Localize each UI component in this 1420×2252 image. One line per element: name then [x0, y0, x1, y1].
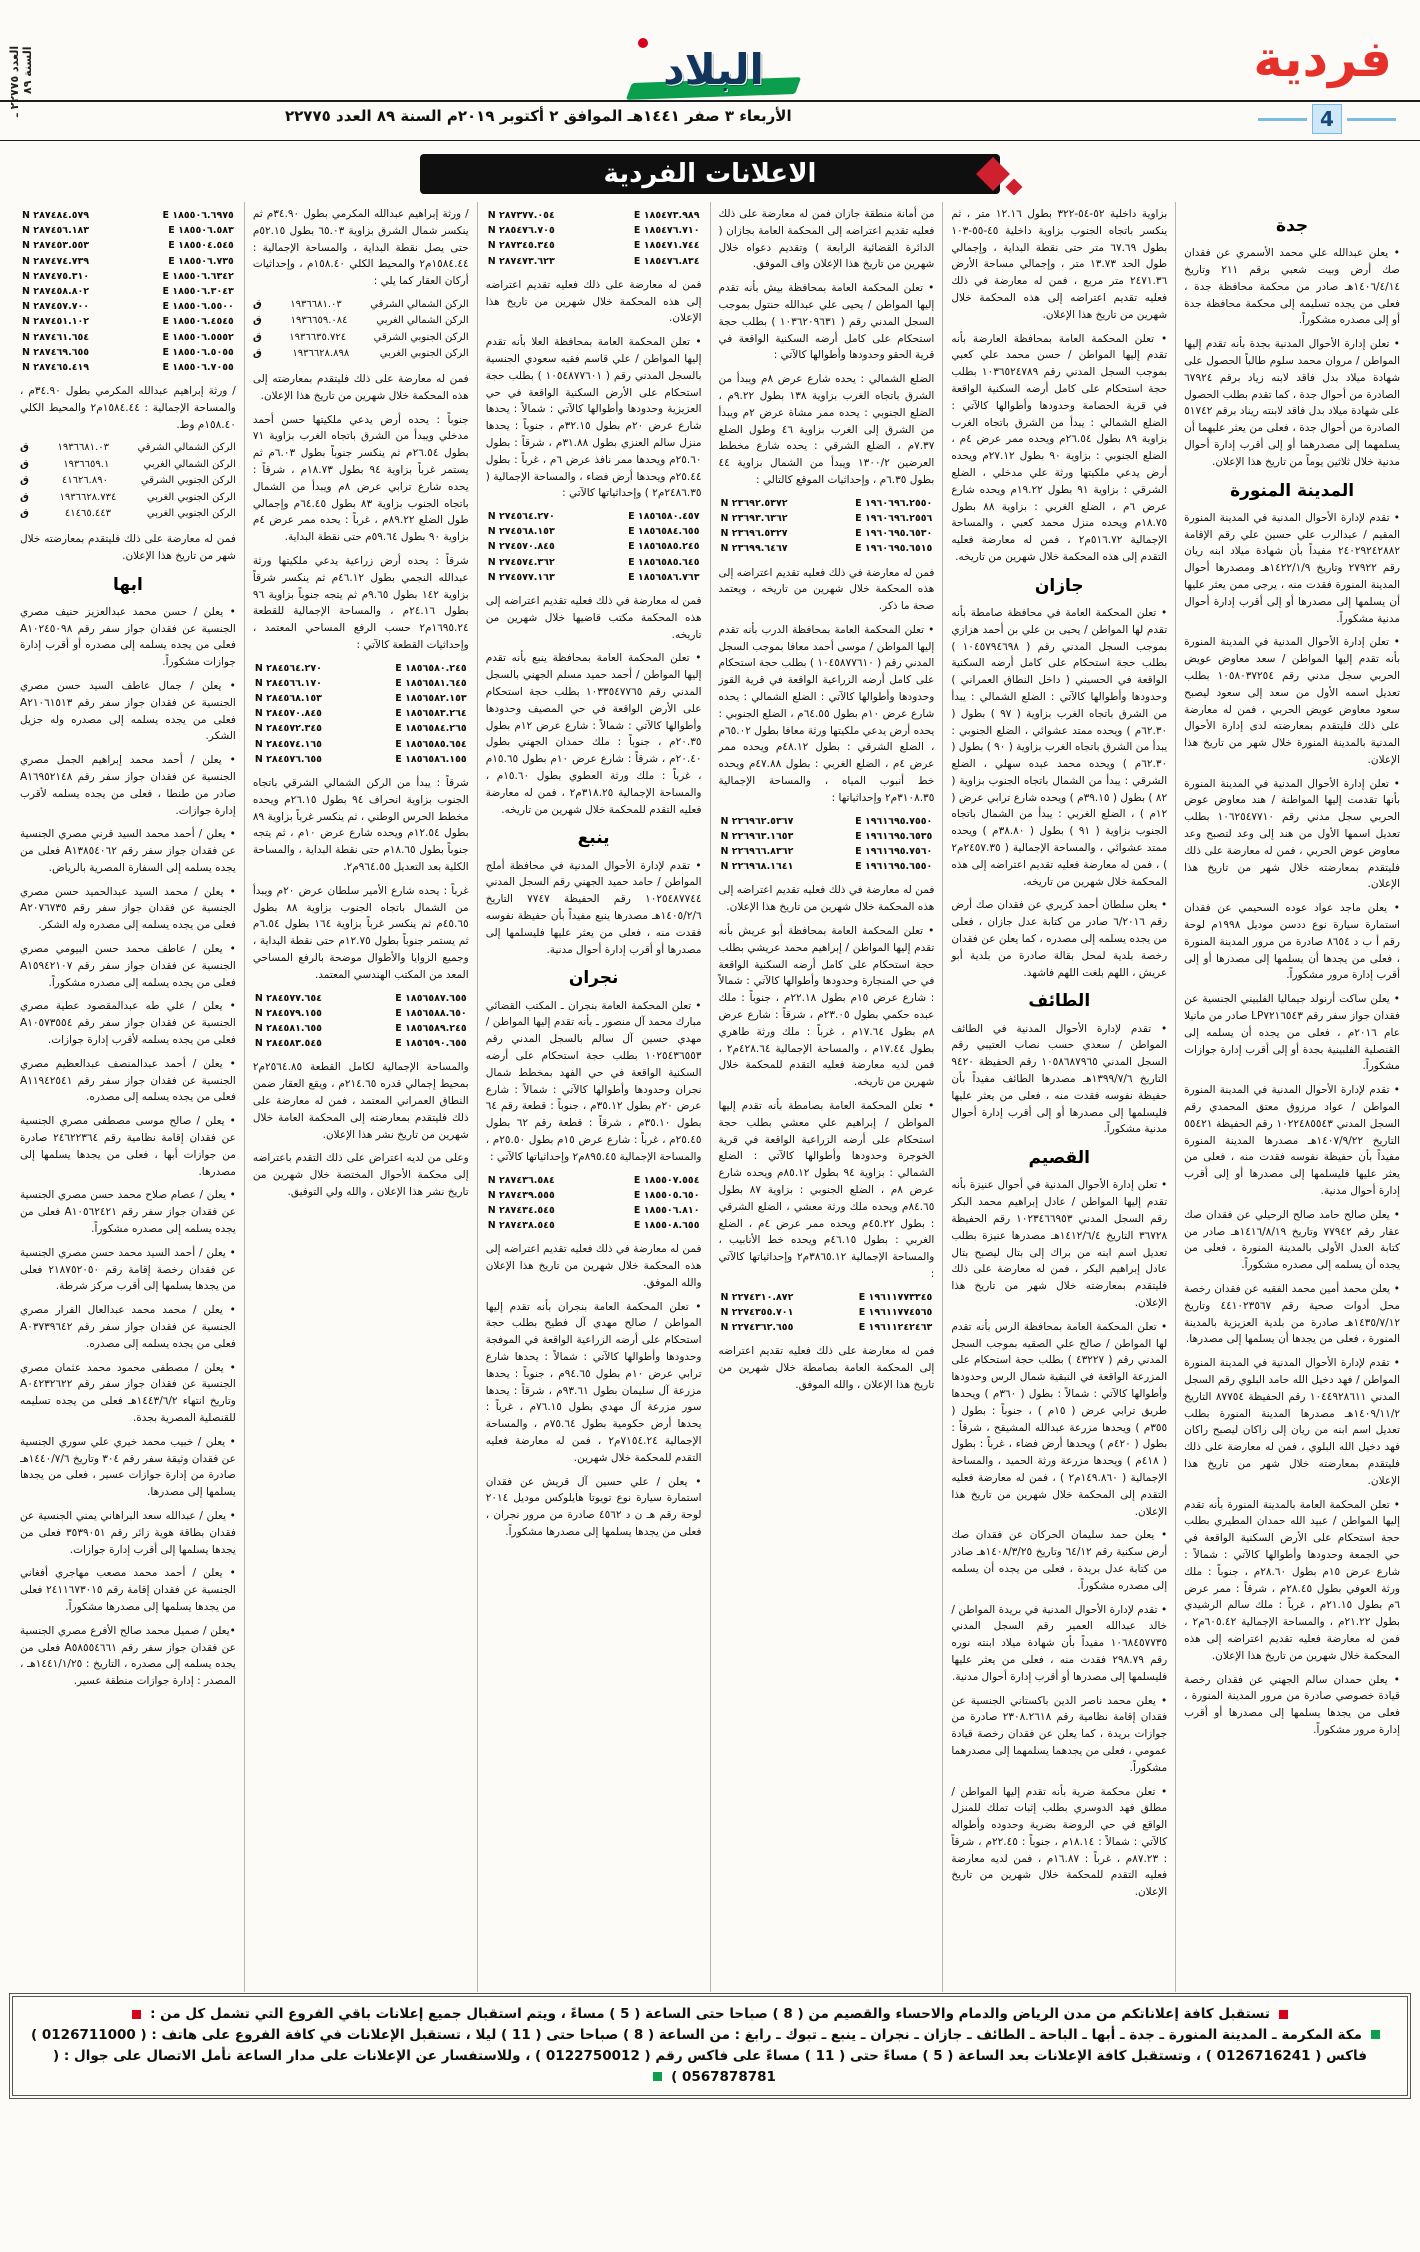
ad-paragraph: • تعلن المحكمة العامة بنجران ـ المكتب القضائي مبارك محمد آل منصور ـ بأنه تقدم إليها المواطن / مهدي حسين آل سالم بالسجل المدني رقم ١٠٢٥٤٣٦٥٥٣ بطلب حجة استحكام على أرضه السكنية الواقعة في حي الفهد بمخطط شمال نجران وحدودها وأطوالها كالآتي : شمالاً : شارع عرض ٢٠م بطول ٣٥.١٢م ، جنوباً : قطعة رقم ٦٤ بطول ٣٥.١٠م ، شرقاً : قطعة رقم ٦٢ بطول ٢٥.٤٥م ، غرباً : شارع عرض ١٥م بطول ٢٥.٥٠م ، والمساحة الإجمالية ٨٩٥.٤٥م٢ وإحداثياتها كالآتي : [485, 999, 702, 1163]
column-2 [942, 202, 1175, 1992]
coordinate-row: N ٢٨٧٤٣٤.٥٤٥ E ١٨٥٥٠٦.٨١٠ [487, 1204, 700, 1216]
issue-vertical-text: العدد ٢٢٧٧٥ ـ السنة ٨٩ [8, 46, 34, 118]
ad-paragraph: • يعلن حمد سليمان الحركان عن فقدان صك أرض سكنية رقم ٦٤/١٢ وتاريخ ١٤٠٨/٣/٢٥هـ صادر من كتابة عدل بريدة ، فعلى من يجده أن يسلمه إلى مصدره مشكوراً. [951, 1529, 1168, 1592]
masthead [0, 0, 1420, 148]
ad-paragraph: • تقدم لإدارة الأحوال المدنية في محافظة أملج المواطن / حامد حميد الجهني رقم السجل المدني ١٠٢٥٤٨٧٧٤٤ رقم الحفيظة ٧٧٤٧ التاريخ ١٤٠٥/٢/٦هـ مصدرها ينبع مفيداً بأن حفيظة نفوسه فقدت منه ، فعلى من يعثر عليها فليسلمها إلى مصدرها أو أقرب إدارة أحوال مدنية. [485, 859, 702, 956]
coordinate-row: N ٢٨٤٥٧٧.٦٥٤ E ١٨٥٦٥٨٧.٦٥٥ [254, 992, 467, 1004]
coordinate-row: N ٢٢٦٩٦٢.٥٣٦٧ E ١٩٦١٦٩٥.٧٥٥٠ [720, 815, 933, 827]
ad-paragraph: • تقدم لإدارة الأحوال المدنية في المدينة المنورة المقيم / عبدالرب علي حسين علي رقم الإقامة ٢٤٠٢٩٢٤٢٨٨٢ مفيداً بأن شهادة ميلاد ابنه ريان رقم ٢٧٩٢٢ وتاريخ ١٤٢٢/١/٩هـ ومصدرها أحوال المدينة المنورة فقدت منه ، يرجى ممن يعثر عليها أن يسلمها إلى مصدرها أو إلى أقرب إدارة أحوال مدنية مشكوراً. [1184, 511, 1400, 625]
ad-paragraph: • تعلن المحكمة العامة بمحافظة العلا بأنه تقدم إليها المواطن / علي قاسم فقيه سعودي الجنسية بالسجل المدني رقم ( ١٠٥٤٨٧٧٦٠١ ) بطلب حجة استحكام على الأرض السكنية الواقعة في حي العزيزية وحدودها وأطوالها كالآتي : شمالاً : يحدها شارع عرض ٢٠م بطول ٣٢.١٥م ، جنوباً : يحدها منزل سالم العنزي بطول ٣١.٨٨م ، شرقاً : بطول ٢٥.٦٠م ويحدها ممر نافذ عرض ٦م ، غرباً : بطول ٢٥.٤٤م ويحدها أرض فضاء ، والمساحة الإجمالية ( ٢٤٨٦.٣٥م٢ ) وإحداثياتها كالآتي : [485, 336, 702, 500]
corner-row: الركن الجنوبي الشرقي ٤١٦٢٦.٨٩٠ ق [20, 475, 236, 487]
ad-paragraph: • تعلن إدارة الأحوال المدنية في المدينة المنورة بأنه تقدم إليها المواطن / سعد معاوض عويض الحربي سجل مدني رقم ١٠٥٨٠٣٧٢٥٤ بطلب تعديل اسمه الأول من سعد إلى سعود ليصبح سعود معاوض عويض الحربي ، فمن له معارضة على ذلك فليتقدم بمعارضته لدى إدارة الأحوال المدنية بالمدينة المنورة خلال شهر من تاريخ هذا الإعلان. [1184, 636, 1400, 766]
coordinates-list [253, 661, 469, 767]
section-label: فردية [1253, 30, 1392, 88]
ad-paragraph: • يعلن محمد أمين محمد الفقيه عن فقدان رخصة محل أدوات صحية رقم ٤٤١٠٢٣٥٦٧ وتاريخ ١٤٣٥/٧/١٢هـ صادرة من بلدية العزيزية بالمدينة المنورة ، فعلى من يجدها أن يسلمها إلى مصدرها. [1184, 1283, 1400, 1346]
ad-paragraph: • تقدم لإدارة الأحوال المدنية في المدينة المنورة المواطن / فهد دخيل الله حامد البلوي رقم السجل المدني ١٠٤٤٩٢٨٦١١ رقم الحفيظة ٨٧٧٥٤ التاريخ ١٤٠٩/١١/٢هـ مصدرها المدينة المنورة بطلب تعديل اسم ابنه من ريان إلى راكان ليصبح راكان فهد دخيل الله البلوي ، فمن له معارضة على ذلك فليتقدم بمعارضته خلال شهر من تاريخ هذا الإعلان. [1184, 1357, 1400, 1487]
ad-paragraph: • يعلن / حسن محمد عبدالعزيز حنيف مصري الجنسية عن فقدان جواز سفر رقم A١٠٢٤٥٠٩٨ فعلى من يجده يسلمه إلى مصدره أو أقرب إدارة جوازات مشكوراً. [20, 605, 236, 669]
green-square-icon [1371, 2030, 1380, 2039]
coordinate-row: N ٢٨٤٥٧٢.٣٤٥ E ١٨٥٦٥٨٤.٢٦٥ [254, 723, 467, 735]
ad-paragraph: فمن له معارضة في ذلك فعليه تقديم اعتراضه إلى هذه المحكمة خلال شهرين من تاريخ هذا الإعلان والله الموفق. [485, 1243, 702, 1289]
ad-paragraph: • تقدم لإدارة الأحوال المدنية في المدينة المنورة المواطن / عواد مرزوق معتق المحمدي رقم السجل المدني ١٠٢٢٤٨٥٥٤٣ رقم الحفيظة ٥٥٤٢١ التاريخ ١٤٠٧/٩/٢٢هـ مصدرها المدينة المنورة مفيداً بأن حفيظة نفوسه فقدت منه ، فعلى من يعثر عليها فليسلمها إلى مصدرها أو إلى أقرب إدارة أحوال مدنية. [1184, 1084, 1400, 1198]
logo-dot-icon [638, 38, 648, 48]
coordinate-row: N ٢٨٧٤٦٩.٦٥٥ E ١٨٥٥٠٦.٥٠٥٥ [22, 346, 234, 358]
ad-paragraph: شرقاً : يبدأ من الركن الشمالي الشرقي باتجاه الجنوب بزاوية انحراف ٩٤ بطول ٢٦.١٥م ويحده مخطط الحرس الوطني ، ثم ينكسر غرباً بزاوية ٨٩ بطول ١٢.٥٤م ويحده شارع عرض ١٠م ، ثم يتجه جنوباً بطول ١٨.٦٥م حتى نقطة البداية ، والمساحة الكلية بعد التعديل ٩٦٤.٥٥م٢. [252, 777, 469, 874]
corner-row: الركن الشمالي الشرقي ١٩٣٦٦٨١.٠٣ ق [20, 442, 236, 454]
coordinate-row: N ٢٣٦٩٩.٦٤٦٧ E ١٩٦٠٦٩٥.٦٥١٥ [720, 543, 933, 555]
corner-row: الركن الشمالي الغربي ١٩٣٦٦٥٩.١ ق [20, 458, 236, 470]
ad-paragraph: • تعلن المحكمة العامة بمحافظة أبو عريش بأنه تقدم إليها المواطن / إبراهيم محمد عريشي بطلب حجة استحكام على كامل أرضه السكنية الواقعة في حي المنجارة وحدودها وأطوالها كالآتي : شمالاً : شارع عرض ١٥م بطول ٢٢.١٨م ، جنوباً : ملك عبده حكمي بطول ٢٣.٠٥م ، شرقاً : شارع عرض ٨م بطول ١٧.٦٤م ، غرباً : ملك ورثة طاهري بطول ١٧.٤٤م ، والمساحة الإجمالية ٤٢٨.٦٤م٢ ، فمن لديه معارضة فعليه التقدم للمحكمة خلال شهرين من تاريخه. [718, 925, 935, 1089]
coordinate-row: N ٢٨٧٤٥٧.٧٠٠ E ١٨٥٥٠٦.٥٥٠٠ [22, 301, 234, 313]
ad-paragraph: • يعلن / علي حسين آل قريش عن فقدان استمارة سيارة نوع تويوتا هايلوكس موديل ٢٠١٤ لوحة رقم هـ ن د ٤٥٦٢ صادرة من مرور نجران ، فعلى من يجدها يسلمها إلى مصدرها مشكوراً. [485, 1475, 702, 1539]
coordinate-row: N ٢٨٧٤٦١.٦٥٤ E ١٨٥٥٠٦.٥٥٥٢ [22, 331, 234, 343]
columns [0, 202, 1420, 1992]
section-heading: جازان [1034, 575, 1084, 596]
corner-row: الركن الشمالي الشرقي ١٩٣٦٦٨١.٠٣ ق [252, 298, 469, 310]
ad-paragraph: • يعلن محمد ناصر الدين باكستاني الجنسية عن فقدان إقامة نظامية رقم ٢٣٠٨.٢٦١٨ صادرة من جوازات بريدة ، كما يعلن عن فقدان رخصة قيادة عمومي ، فعلى من يجدهما يسلمهما إلى مصدرهما مشكوراً. [951, 1694, 1168, 1774]
banner-row [0, 148, 1420, 200]
ad-paragraph: • يعلن صالح حامد صالح الرحيلي عن فقدان صك عقار رقم ٧٧٩٤٢ وتاريخ ١٤١٦/٨/١٩هـ صادر من كتابة العدل الأولى بالمدينة المنورة ، فعلى من يجده أن يسلمه إلى مصدره مشكوراً. [1184, 1208, 1400, 1272]
ad-paragraph: • تعلن المحكمة العامة بمحافظة الدرب بأنه تقدم إليها المواطن / موسى أحمد معافا بموجب السجل المدني رقم ( ١٠٤٥٨٧٧٦١٠ ) بطلب حجة استحكام على كامل أرضه الزراعية الواقعة في قرية القوز وحدودها وأطوالها كالآتي : الضلع الشمالي : يحده شارع عرض ١٠م بطول ٦٤.٥٥م ، الضلع الجنوبي : يحده أرض يدعي ملكيتها ورثة معافا بطول ٦٥.٠٢م ، الضلع الشرقي : بطول ٤٨.١٢م ويحده ممر عرض ٤م ، الضلع الغربي : بطول ٤٧.٨٨م ويحده خط أنبوب المياه ، والمساحة الإجمالية ٣١٠٨.٣٥م٢ وإحداثياتها : [718, 623, 935, 804]
ad-paragraph: • يعلن / خبيب محمد خيري علي سوري الجنسية عن فقدان وثيقة سفر رقم ٣٠٤ وتاريخ ١٤٤٠/٧/٦هـ صادرة من إدارة جوازات عسير ، فعلى من يجدها يسلمها إلى مصدرها. [20, 1435, 236, 1499]
corner-row: الركن الجنوبي الغربي ٤١٤٦٥.٤٤٣ ق [20, 508, 236, 520]
ad-paragraph: فمن له معارضة على ذلك فعليه تقديم اعتراضه إلى هذه المحكمة خلال شهرين من تاريخ هذا الإعلان. [485, 278, 702, 325]
ad-paragraph: • يعلن / أحمد محمد إبراهيم الجمل مصري الجنسية عن فقدان جواز سفر رقم A١٦٩٥٢١٤٨ صادر من طنطا ، فعلى من يجده يسلمه لأقرب إدارة جوازات. [20, 754, 236, 817]
coordinate-row: N ٢٣٦٩٦.٥٣٢٧ E ١٩٦٠٦٩٥.٦٥٣٠ [720, 528, 933, 540]
ad-paragraph: غرباً : يحده شارع الأمير سلطان عرض ٢٠م ويبدأ من الشمال باتجاه الجنوب بزاوية ٨٨ بطول ٤٥.٦٥م ثم ينكسر غرباً بزاوية ١٦٤ بطول ٦.٥٤م ثم يستمر جنوباً بطول ١٢.٧٥م حتى نقطة البداية ، وجميع الزوايا والأطوال موضحة بالرفع المساحي المعد من المكتب الهندسي المعتمد. [252, 884, 469, 981]
ad-paragraph: • يعلن / محمد محمد عبدالعال الفرار مصري الجنسية عن فقدان جواز سفر رقم A٠٣٧٣٩٦٤٢ فعلى من يجده يسلمه إلى مصدره. [20, 1304, 236, 1350]
coordinate-row: N ٢٨٧٤٥٨.٨٠٢ E ١٨٥٥٠٦.٣٠٤٣ [22, 285, 234, 297]
section-banner [420, 154, 1000, 194]
coordinate-row: N ٢٨٧٤٥٦.١٨٣ E ١٨٥٥٠٦.٥٨٣ [22, 225, 234, 237]
coordinate-row: N ٢٨٧٤٣٦.٥٨٤ E ١٨٥٥٠٧.٥٥٤ [487, 1174, 700, 1186]
ad-paragraph: • يعلن / أحمد السيد محمد حسن مصري الجنسية عن فقدان رخصة إقامة رقم ٢١٨٧٥٢٠٥٠ فعلى من يجدها يسلمها إلى أقرب مركز شرطة. [20, 1246, 236, 1293]
ad-paragraph: • تعلن المحكمة العامة في محافظة صامطة بأنه تقدم لها المواطن / يحيى بن علي بن أحمد هزازي بموجب السجل المدني رقم ( ١٠٤٥٧٩٤٦٩٨ ) بطلب حجة استحكام على كامل أرضه السكنية الواقعة في الحسيني ( داخل النطاق العمراني ) وحدودها وأطوالها كالآتي : الضلع الشمالي : يبدأ من الشرق باتجاه الغرب بزاوية ( ٩٧ ) بطول ( ٦٢.٣٠م ) ويحده ممتد عشوائي ، الضلع الجنوبي : يبدأ من الشرق باتجاه الغرب بزاوية ( ٩٠ ) بطول ( ٦٢.٣٠م ) ويحده محمد عبده سهلي ، الضلع الشرقي : يبدأ من الشمال باتجاه الجنوب بزاوية ( ٨٢ ) بطول ( ٣٩.١٥م ) ويحده شارع ترابي عرض ( ١٢م ) ، الضلع الغربي : يبدأ من الشمال باتجاه الجنوب بزاوية ( ٩١ ) بطول ( ٣٨.٨٠م ) ويحده ممتد عشوائي ، والمساحة الإجمالية ( ٢٤٥٧.٣٥م٢ ) ، فمن له معارضة فعليه تقديم اعتراضه إلى هذه المحكمة خلال شهرين من تاريخه. [951, 606, 1168, 888]
coordinate-row: N ٢٧٤٥٧٤.٣٦٢ E ١٨٥٦٥٨٥.٦٤٥ [487, 556, 700, 568]
red-square-icon [1279, 2010, 1288, 2019]
coordinate-row: N ٢٧٤٥٧٠.٨٤٥ E ١٨٥٦٥٨٥.٢٤٥ [487, 541, 700, 553]
ad-paragraph: • يعلن عبدالله علي محمد الأسمري عن فقدان صك أرض وبيت شعبي برقم ٢١١ وتاريخ ١٤٠٦/٤/١٤هـ صادر من محكمة محافظة جدة ، فعلى من يجده تسليمه إلى محكمة محافظة جدة أو إلى مصدره مشكوراً. [1184, 247, 1400, 327]
coordinate-row: N ٢٨٧٤٣٩.٥٥٥ E ١٨٥٥٠٥.٦٥٠ [487, 1189, 700, 1201]
footer-text-1: تستقبل كافة إعلاناتكم من مدن الرياض والدمام والاحساء والقصيم من ( 8 ) صباحا حتى الساعة ( 5 ) مساءً ، ويتم استقبال جميع إعلانات باقي الفروع التي تشمل كل من : [150, 2006, 1270, 2022]
ad-paragraph: • تقدم لإدارة الأحوال المدنية في الطائف المواطن / سعدي حسب نصاب العتيبي رقم السجل المدني ١٠٥٨٦٨٧٩٦٥ رقم الحفيظة ٩٤٢٠ التاريخ ١٣٩٩/٧/٦هـ مصدرها الطائف مفيداً بأن حفيظة نفوسه فقدت منه ، فعلى من يعثر عليها فليسلمها إلى مصدرها أو إلى أقرب إدارة أحوال مدنية مشكوراً. [951, 1022, 1168, 1136]
coordinate-row: N ٢٧٤٥٧٧.١٦٣ E ١٨٥٦٥٨٦.٧٦٣ [487, 571, 700, 583]
section-heading: جدة [1276, 216, 1309, 236]
newspaper-logo [626, 38, 801, 100]
ad-paragraph: • تعلن المحكمة العامة بمحافظة الرس بأنه تقدم لها المواطن / صالح علي الصقيه بموجب السجل المدني رقم ( ٤٣٢٢٧ ) بطلب حجة استحكام على المزرعة الواقعة في النبقية شمال الرس وحدودها وأطوالها كالآتي : شمالاً : بطول ( ٣٦٠م ) ويحدها طريق ترابي عرض ( ١٥م ) ، جنوباً : بطول ( ٣٥٥م ) ويحدها مزرعة عبدالله المشيقح ، شرقاً : بطول ( ٤٢٠م ) ويحدها أرض فضاء ، غرباً : بطول ( ٤١٨م ) ويحدها مزرعة ورثة الحميد ، والمساحة الإجمالية ( ١٤٩.٨٦٠م٢ ) ، فمن له معارضة فعليه التقدم إلى المحكمة خلال شهرين من تاريخ هذا الإعلان. [951, 1320, 1168, 1518]
ad-paragraph: بزاوية داخلية ٥٢-٥٤-٣٢٢ بطول ١٢.١٦ متر ، ثم ينكسر باتجاه الجنوب بزاوية داخلية ٤٥-٥٥-١٠٣ بطول ٦٧.٦٩ متر حتى نقطة البداية ، وإجمالي طول الحد ١٣.٧٣ متر ، وإجمالي مساحة الأرض ٢٤٧١.٣٦ متر مربع ، فمن له معارضة في ذلك فعليه تقديم اعتراضه إلى هذه المحكمة خلال شهرين من تاريخ هذا الإعلان. [951, 208, 1168, 321]
section-heading: نجران [568, 968, 619, 989]
corner-coordinates [253, 297, 469, 363]
coordinates-list [20, 208, 236, 375]
coordinates-list [253, 991, 469, 1052]
page-number-badge [1258, 104, 1396, 134]
masthead-rule-bottom [0, 140, 1420, 141]
coordinate-row: N ٢٨٧٤٨٤.٥٧٩ E ١٨٥٥٠٦.٦٩٧٥ [22, 210, 234, 221]
footer-line-2 [31, 2025, 1389, 2088]
ad-paragraph: • يعلن / أحمد محمد السيد قرني مصري الجنسية عن فقدان جواز سفر رقم A١٣٨٥٤٠٦٢ فعلى من يجده يسلمه إلى السفارة المصرية بالرياض. [20, 828, 236, 874]
section-heading: الطائف [1028, 991, 1091, 1012]
coordinate-row: N ٢٢٦٩٦٦.٨٣٦٢ E ١٩٦١٦٩٥.٧٥٦٠ [720, 846, 933, 858]
banner-diamond-small-icon [1006, 179, 1023, 196]
coordinate-row: N ٢٢٧٤٣٥٥.٧٠١ E ١٩٦١١٧٧٤٥٦٥ [720, 1306, 933, 1318]
section-heading: ينبع [577, 828, 610, 849]
ad-paragraph: • يعلن / عاطف محمد حسن البيومي مصري الجنسية عن فقدان جواز سفر رقم A١٥٩٤٢١٠٧ فعلى من يجده يسلمه إلى مصدره مشكوراً. [20, 943, 236, 989]
coordinate-row: N ٢٨٧٤٣٨.٥٤٥ E ١٨٥٥٠٨.٦٥٥ [487, 1220, 700, 1232]
coordinates-list [486, 208, 702, 269]
corner-row: الركن الشمالي الغربي ١٩٣٦٦٥٩.٠٨٤ ق [252, 315, 469, 327]
ad-paragraph: • يعلن / جمال عاطف السيد حسن مصري الجنسية عن فقدان جواز سفر رقم A٢١٠٦١٥١٣ فعلى من يجده يسلمه إلى مصدره وله جزيل الشكر. [20, 679, 236, 743]
coordinate-row: N ٢٧٤٥٦٨.١٥٣ E ١٨٥٦٥٨٤.٦٥٥ [487, 526, 700, 538]
ad-paragraph: • تعلن إدارة الأحوال المدنية بجدة بأنه تقدم إليها المواطن / مروان محمد سلوم طالباً الحصول على شهادة ميلاد بدل فاقد لابنه زياد برقم ٦٧٩٢٤ الصادرة من أحوال جدة ، كما تقدم بطلب الحصول على شهادة ميلاد بدل فاقد لابنته ريناد برقم ٥١٧٤٢ الصادرة من أحوال جدة ، فعلى من يعثر عليهما أن يسلمهما إلى مصدرهما أو إلى أقرب إدارة أحوال مدنية خلال ثلاثين يوماً من تاريخ هذا الإعلان. [1184, 338, 1400, 468]
ad-paragraph: فمن له معارضة في ذلك فعليه تقديم اعتراضه إلى هذه المحكمة مكتب قاضيها خلال شهرين من تاريخه. [485, 595, 702, 641]
ad-paragraph: • يعلن / أحمد محمد مصعب مهاجري أفغاني الجنسية عن فقدان إقامة رقم ٢٤١١٦٧٣٠١٥ فعلى من يجدها يسلمها إلى مصدرها مشكوراً. [20, 1567, 236, 1613]
ad-paragraph: • تعلن المحكمة العامة بالمدينة المنورة بأنه تقدم إليها المواطن / عبيد الله حمدان المطيري بطلب حجة استحكام على الأرض السكنية الواقعة في حي الجمعة وحدودها وأطوالها كالآتي : شمالاً : شارع عرض ١٥م بطول ٢٨.٦٠م ، جنوباً : ملك ورثة العوفي بطول ٢٨.٤٥م ، شرقاً : ممر عرض ٦م بطول ٢١.١٥م ، غرباً : ملك سالم الرشيدي بطول ٢١.٢٢م ، والمساحة الإجمالية ٦٠٥.٤٢م٢ ، فمن له معارضة فعليه تقديم اعتراضه إلى هذه المحكمة خلال شهرين من تاريخ هذا الإعلان. [1184, 1498, 1401, 1662]
ad-paragraph: من أمانة منطقة جازان فمن له معارضة على ذلك فعليه تقديم اعتراضه إلى المحكمة العامة بجازان ( الدائرة القضائية الرابعة ) وتقديم دعواه خلال شهرين من تاريخ هذا الإعلان واف الموفق. [718, 208, 935, 271]
ad-paragraph: وعلى من لديه اعتراض على ذلك التقدم باعتراضه إلى محكمة الأحوال المختصة خلال شهرين من تاريخ نشر هذا الإعلان ، والله ولي التوفيق. [252, 1152, 469, 1198]
coordinate-row: N ٢٣٦٩٢.٥٣٧٢ E ١٩٦٠٦٩٦.٢٥٥٠ [720, 497, 933, 509]
ad-paragraph: • يعلن حمدان سالم الجهني عن فقدان رخصة قيادة خصوصي صادرة من مرور المدينة المنورة ، فعلى من يجدها يسلمها إلى مصدرها أو أقرب إدارة مرور مشكوراً. [1184, 1673, 1400, 1736]
corner-row: الركن الجنوبي الغربي ١٩٣٦٦٢٨.٧٣٤ ق [20, 491, 236, 503]
ad-paragraph: • تعلن المحكمة العامة بمحافظة ينبع بأنه تقدم إليها المواطن / أحمد حميد مسلم الجهني بالسجل المدني رقم ١٠٣٣٥٤٧٧٦٥ بطلب حجة استحكام على الأرض الواقعة في حي المصيف وحدودها وأطوالها كالآتي : شمالاً : شارع عرض ١٢م بطول ٢٠.٣٥م ، جنوباً : ملك حمدان الجهني بطول ٢٠.٤٠م ، شرقاً : شارع عرض ١٠م بطول ١٥.٦٥م ، غرباً : ملك ورثة العطوي بطول ١٥.٦٠م ، والمساحة الإجمالية ٣١٨.٢٥م٢ ، فمن له معارضة فعليه التقدم للمحكمة خلال شهرين من تاريخه. [485, 652, 702, 816]
ad-paragraph: • يعلن / عبدالله سعد البراهاني يمني الجنسية عن فقدان بطاقة هوية زائر رقم ٣٥٣٩٠٥١ فعلى من يجدها يسلمها إلى أقرب إدارة جوازات. [20, 1509, 236, 1556]
ad-paragraph: فمن له معارضة في ذلك فعليه تقديم اعتراضه إلى هذه المحكمة خلال شهرين من تاريخه ، ويعتمد صحة ما ذكر. [718, 566, 935, 613]
ad-paragraph: • تعلن المحكمة العامة بمحافظة بيش بأنه تقدم إليها المواطن / يحيى علي عبدالله حنتول بموجب السجل المدني رقم ( ١٠٣٦٢٠٩٦٣١ ) بطلب حجة استحكام على كامل أرضه السكنية الواقعة في قرية الحقو وحدودها وأطوالها كالآتي : [718, 282, 935, 362]
ad-paragraph: • تعلن المحكمة العامة بصامطة بأنه تقدم إليها المواطن / إبراهيم علي معشي بطلب حجة استحكام على أرضه الزراعية الواقعة في قرية الخوجرة وحدودها وأطوالها كالآتي : الضلع الشمالي : بزاوية ٩٤ بطول ٨٥.١٢م ويحده شارع عرض ٨م ، الضلع الجنوبي : بزاوية ٨٧ بطول ٨٤.٦٥م ويحده ملك ورثة معشي ، الضلع الشرقي : بطول ٤٥.٢٢م ويحده ممر عرض ٤م ، الضلع الغربي : بطول ٤٦.١٥م ويحده خط الأنابيب ، والمساحة الإجمالية ٣٨٦٥.١٢م٢ وإحداثياتها كالآتي : [718, 1099, 935, 1280]
ad-paragraph: جنوباً : يحده أرض يدعي ملكيتها حسن أحمد مدخلي ويبدأ من الشرق باتجاه الغرب بزاوية ٧١ بطول ٢٦.٥٤م ثم ينكسر جنوباً بطول ٦.٠٣م ثم يستمر غرباً بزاوية ٩٤ بطول ١٨.٧٣م ، شرقاً : يحده شارع ترابي عرض ٨م ويبدأ من الشمال باتجاه الجنوب بزاوية ٨٣ بطول ٦٤.٤٥م وإجمالي طول الضلع ٨٩.٢٢م ، غرباً : يحده ممر عرض ٤م بزاوية ٩٠ بطول ٥٩.٦٤م حتى نقطة البداية. [252, 413, 469, 544]
ad-paragraph: •يعلن / صميل محمد صالح الأفرع مصري الجنسية عن فقدان جواز سفر رقم A٥٨٥٥٤٦٦١ فعلى من يجده يسلمه إلى مصدره ، التاريخ : ١٤٤١/١/٢٥هـ ، المصدر : إدارة جوازات منطقة عسير. [20, 1624, 236, 1688]
coordinate-row: N ٢٨٤٥٧٦.٦٥٥ E ١٨٥٦٥٨٦.١٥٥ [254, 753, 467, 765]
coordinates-list [719, 496, 935, 557]
section-heading: القصيم [1028, 1148, 1090, 1169]
ad-paragraph: • تقدم لإدارة الأحوال المدنية في بريدة المواطن / خالد عبدالله العمير رقم السجل المدني ١٠٦٨٤٥٧٧٣٥ مفيداً بأن شهادة ميلاد ابنته نوره رقم ٢٩٨.٧٩ فقدت منه ، فعلى من يعثر عليها فليسلمها إلى مصدرها أو أقرب إدارة أحوال مدنية. [951, 1603, 1168, 1683]
column-5 [244, 202, 477, 1992]
page-number: 4 [1312, 104, 1342, 134]
column-3 [710, 202, 943, 1992]
coordinate-row: N ٢٢٦٩٦٨.١٦٤١ E ١٩٦١٦٩٥.٦٥٥٠ [720, 861, 933, 873]
coordinates-list [486, 1173, 702, 1234]
coordinate-row: N ٢٢٧٤٣٦٢.٦٥٥ E ١٩٦١١٢٤٢٤٦٣ [720, 1322, 933, 1334]
coordinate-row: N ٢٨٤٥٨١.٦٥٥ E ١٨٥٦٥٨٩.٢٤٥ [254, 1022, 467, 1034]
green-square-icon [653, 2072, 662, 2081]
ad-paragraph: شرقاً : يحده أرض زراعية يدعي ملكيتها ورثة عبدالله النجمي بطول ٤٦.١٢م ثم ينكسر شرقاً بزاوية ١٤٢ بطول ٩.٦٥م ثم يتجه جنوباً بزاوية ٩٦ بطول ٢٤.١٦م ، والمساحة الإجمالية للقطعة ١٦٩٥.٢٤م٢ حسب الرفع المساحي المعتمد ، وإحداثيات القطعة كالآتي : [252, 554, 469, 651]
badge-line-icon [1258, 118, 1307, 121]
coordinate-row: N ٢٨٧٤٧٤.٧٣٩ E ١٨٥٥٠٦.٧٣٥ [22, 255, 234, 267]
footer-line-1 [31, 2004, 1389, 2025]
ad-paragraph: • يعلن / محمد السيد عبدالحميد حسن مصري الجنسية عن فقدان جواز سفر رقم A٢٠٧٦٧٣٥ فعلى من يجده يسلمه إلى مصدره وله الشكر. [20, 885, 236, 932]
footer-text-2: مكة المكرمة ـ المدينة المنورة ـ جدة ـ أبها ـ الباحة ـ الطائف ـ جازان ـ نجران ـ ينبع ـ تبوك ـ رابغ : من الساعة ( 8 ) صباحا حتى ( 11 ) ليلا ، تستقبل الإعلانات في كافة الفروع على هاتف : ( 0126711000 ) فاكس ( 0126716241 ) ، وتستقبل كافة الإعلانات بعد الساعة ( 5 ) مساءً حتى ( 11 ) مساءً على فاكس رقم ( 0122750012 ) ، وللاستفسار عن الإعلانات على مدار الساعة نأمل الاتصال على جوال : ( 0567878781 ) [31, 2026, 1367, 2085]
column-6 [12, 202, 244, 1992]
ad-paragraph: • تعلن المحكمة العامة بمحافظة العارضة بأنه تقدم إليها المواطن / حسن محمد علي كعبي بموجب السجل المدني رقم ١٠٣٦٥٢٤٧٨٩ بطلب حجة استحكام على كامل أرضه السكنية الواقعة في قرية الحصامة وحدودها وأطوالها كالآتي : الضلع الشمالي : يبدأ من الشرق باتجاه الغرب بزاوية ٨٩ بطول ٢٦.٥٤م ويحده ممر عرض ٤م ، الضلع الجنوبي : بزاوية ٩٠ بطول ٢٧.١٢م ويحده أرض يدعي ملكيتها ورثة علي مدخلي ، الضلع الشرقي : بزاوية ٩١ بطول ١٩.٢٢م ويحده شارع عرض ٦م ، الضلع الغربي : بزاوية ٨٨ بطول ١٨.٧٥م ويحده منزل محمد كعبي ، والمساحة الإجمالية ٥١٦.٧٢م٢ ، فمن له معارضة فعليه التقدم إلى هذه المحكمة خلال شهرين من تاريخه. [951, 332, 1168, 563]
coordinate-row: N ٢٧٤٥٦٤.٢٧٠ E ١٨٥٦٥٨٠.٤٥٧ [487, 511, 700, 523]
coordinate-row: N ٢٨٤٥٧٤.١٦٥ E ١٨٥٦٥٨٥.٦٥٤ [254, 738, 467, 750]
ad-paragraph: فمن له معارضة في ذلك فعليه تقديم اعتراضه إلى هذه المحكمة خلال شهرين من تاريخ هذا الإعلان. [718, 884, 935, 914]
corner-coordinates [20, 440, 236, 523]
coordinate-row: N ٢٨٤٥٦٤.٢٧٠ E ١٨٥٦٥٨٠.٢٤٥ [254, 662, 467, 674]
coordinate-row: N ٢٢٦٩٦٣.١٦٥٣ E ١٩٦١٦٩٥.٦٥٣٥ [720, 830, 933, 842]
masthead-rule-top [0, 100, 1420, 102]
logo-text: البلاد [663, 44, 764, 94]
ad-paragraph: • تعلن المحكمة العامة بنجران بأنه تقدم إليها المواطن / صالح مهدي آل فطيح بطلب حجة استحكام على أرضه الزراعية الواقعة في الموفجة وحدودها وأطوالها كالآتي : شمالاً : يحدها شارع ترابي عرض ١٠م بطول ٩٤.٦٥م ، جنوباً : يحدها مزرعة آل سليمان بطول ٩٣.٦١م ، شرقاً : يحدها سور مزرعة آل مهدي بطول ٧٦.١٥م ، غرباً : يحدها أرض حكومية بطول ٧٥.٦٤م ، والمساحة الإجمالية ٧١٥٤.٢٤م٢ ، فمن له معارضة فعليه التقدم للمحكمة خلال شهرين. [485, 1300, 702, 1464]
coordinate-row: N ٢٨٤٥٨٣.٥٤٥ E ١٨٥٦٥٩٠.٦٥٥ [254, 1038, 467, 1050]
ad-paragraph: • يعلن ماجد عواد عوده السحيمي عن فقدان استمارة سيارة نوع ددسن موديل ١٩٩٨م لوحة رقم أ ب د ٨٦٥٤ صادرة من مرور المدينة المنورة ، فعلى من يجدها أن يسلمها إلى مصدرها أو إلى أقرب إدارة مرور مشكوراً. [1184, 902, 1401, 982]
coordinate-row: N ٢٨٤٥٦٨.١٥٣ E ١٨٥٦٥٨٢.١٥٣ [254, 693, 467, 705]
coordinate-row: N ٢٢٧٤٣١٠.٨٧٢ E ١٩٦١١٧٧٣٣٤٥ [720, 1291, 933, 1303]
coordinate-row: N ٢٨٧٤٥١.١٠٢ E ١٨٥٥٠٦.٤٥٤٥ [22, 316, 234, 328]
ad-paragraph: • يعلن / علي طه عبدالمقصود عطية مصري الجنسية عن فقدان جواز سفر رقم A١٠٥٧٣٥٥٤ فعلى من يجده يسلمه لأقرب إدارة جوازات. [20, 1000, 236, 1047]
ad-paragraph: فمن له معارضة على ذلك فعليه تقديم اعتراضه إلى المحكمة العامة بصامطة خلال شهرين من تاريخ هذا الإعلان ، والله الموفق. [718, 1345, 935, 1391]
date-line: الأربعاء ٣ صفر ١٤٤١هـ الموافق ٢ أكتوبر ٢٠١٩م السنة ٨٩ العدد ٢٢٧٧٥ [285, 107, 792, 125]
coordinate-row: N ٢٨٧٣٧٧.٠٥٤ E ١٨٥٤٧٣.٩٨٩ [487, 210, 700, 221]
corner-row: الركن الجنوبي الغربي ١٩٣٦٦٢٨.٨٩٨ ق [252, 348, 469, 360]
column-1 [1175, 202, 1408, 1992]
ad-paragraph: • يعلن / صالح موسى مصطفى مصري الجنسية عن فقدان إقامة نظامية رقم ٢٤٦٢٢٣٦٤ صادرة من جوازات أبها ، فعلى من يجدها يسلمها إلى مصدرها. [20, 1115, 236, 1178]
ad-paragraph: الضلع الشمالي : يحده شارع عرض ٨م ويبدأ من الشرق باتجاه الغرب بزاوية ١٣٨ بطول ٩.٢٢م ، الضلع الجنوبي : يحده ممر مشاة عرض ٢م ويبدأ من الشرق إلى الغرب بزاوية ٤٦ وطول الضلع ٧.٣٧م ، الضلع الشرقي : يحده شارع مخطط العرضين ١٣٠٠/٢ ويبدأ من الشمال بزاوية ٤٤ بطول ٦.٣٥م ، وإحداثيات الموقع كالتالي : [718, 373, 935, 486]
coordinate-row: N ٢٨٤٥٦٦.١٧٠ E ١٨٥٦٥٨١.٦٤٥ [254, 677, 467, 689]
ad-paragraph: • يعلن / أحمد عبدالمنصف عبدالعظيم مصري الجنسية عن فقدان جواز سفر رقم A١١٩٤٢٥٤١ فعلى من يجده يسلمه إلى مصدره. [20, 1057, 236, 1104]
red-square-icon [132, 2010, 141, 2019]
section-heading: ابها [113, 574, 143, 595]
badge-line-icon [1347, 118, 1396, 121]
ad-paragraph: • يعلن ساكت أرنولد جيماليا الفلبيني الجنسية عن فقدان جواز سفر رقم LP٧٢١٦٥٤٣ صادر من مانيلا عام ٢٠١٦م ، فعلى من يجده أن يسلمه إلى القنصلية الفلبينية بجدة أو إلى أقرب إدارة جوازات مشكوراً. [1184, 993, 1401, 1073]
ad-paragraph: / ورثة إبراهيم عبدالله المكرمي بطول ٣٤.٩٠م ثم ينكسر شمال الشرق بزاوية ٦٥.٠٣ بطول ٥٢.١٥م حتى يصل نقطة البداية ، والمساحة الإجمالية : ١٥٨٤.٤٤م٢ والمحيط الكلي ١٥٨.٤٠م ، وإحداثيات أركان العقار كما يلي : [252, 208, 469, 288]
coordinates-list [486, 509, 702, 585]
coordinate-row: N ٢٨٧٤٦٥.٤١٩ E ١٨٥٥٠٦.٧٠٥٥ [22, 361, 234, 373]
coordinate-row: N ٢٣٦٩٣.٦٣٦٢ E ١٩٦٠٦٩٦.٢٥٥٦ [720, 512, 933, 524]
ad-paragraph: • يعلن / عصام صلاح محمد حسن مصري الجنسية عن فقدان جواز سفر رقم A١٠٥٦٢٤٢١ فعلى من يجده يسلمه إلى مصدره مشكوراً. [20, 1189, 236, 1236]
coordinate-row: N ٢٨٥٤٧٦.٧٠٥ E ١٨٥٤٧٦.٧١٠ [487, 225, 700, 237]
coordinates-list [719, 1290, 935, 1336]
column-4 [477, 202, 710, 1992]
ad-paragraph: فمن له معارضة على ذلك فليتقدم بمعارضته خلال شهر من تاريخ هذا الإعلان. [20, 532, 236, 562]
coordinate-row: N ٢٨٧٤٧٣.٦٢٣ E ١٨٥٤٧٦.٨٣٤ [487, 255, 700, 267]
ad-paragraph: • تعلن إدارة الأحوال المدنية في أحوال عنيزة بأنه تقدم إليها المواطن / عادل إبراهيم محمد البكر رقم السجل المدني ١٠٢٣٤٦٦٩٥٣ رقم الحفيظة ٣٦٧٢٨ التاريخ ١٤١٢/٦/٤هـ مصدرها عنيزة بطلب تعديل اسم ابنه من براك إلى بتال ليصبح بتال عادل إبراهيم البكر ، فمن له معارضة على ذلك فليتقدم بمعارضته خلال شهر من تاريخ هذا الإعلان. [951, 1179, 1168, 1309]
ad-paragraph: فمن له معارضة على ذلك فليتقدم بمعارضته إلى هذه المحكمة خلال شهرين من تاريخ هذا الإعلان. [252, 372, 469, 402]
section-heading: المدينة المنورة [1230, 480, 1355, 501]
ad-paragraph: / ورثة إبراهيم عبدالله المكرمي بطول ٣٤.٩٠م ، والمساحة الإجمالية : ١٥٨٤.٤٤م٢ والمحيط الكلي ١٥٨.٤٠م وط. [20, 385, 236, 431]
coordinate-row: N ٢٨٤٥٧٩.١٥٥ E ١٨٥٦٥٨٨.٦٥٠ [254, 1007, 467, 1019]
coordinates-list [719, 814, 935, 875]
ad-paragraph: • يعلن / مصطفى محمود محمد عثمان مصري الجنسية عن فقدان جواز سفر رقم A٠٤٢٣٢٦٢٢ وتاريخ انتهاء ١٤٤٣/٦/٢هـ فعلى من يجده تسليمه للقنصلية المصرية بجدة. [20, 1361, 236, 1424]
coordinate-row: N ٢٨٤٥٧٠.٨٤٥ E ١٨٥٦٥٨٣.٢٦٤ [254, 708, 467, 720]
ad-paragraph: • تعلن محكمة ضرية بأنه تقدم إليها المواطن / مطلق فهد الدوسري بطلب إثبات تملك للمنزل الواقع في حي الروضة بضرية وحدوده وأطواله كالآتي : شمالاً : ١٨.١٤م ، جنوباً : ٢٢.٤٥م ، شرقاً : ٨٧.٢٣م ، غرباً : ١٦.٨٧م ، فمن لديه معارضة فعليه التقدم للمحكمة خلال شهرين من تاريخ الإعلان. [951, 1785, 1168, 1899]
banner-title: الاعلانات الفردية [603, 159, 817, 189]
ad-paragraph: • تعلن إدارة الأحوال المدنية في المدينة المنورة بأنها تقدمت إليها المواطنة / هند معاوض عوض الحربي سجل مدني رقم ١٠٦٢٥٤٧٧١٠ بطلب تعديل اسمها الأول من هند إلى وعد لتصبح وعد معاوض عوض الحربي ، فمن له معارضة على ذلك فليتقدم بمعارضته خلال شهر من تاريخ هذا الإعلان. [1184, 777, 1400, 891]
ad-paragraph: • يعلن سلطان أحمد كريري عن فقدان صك أرض رقم ٦/٢٠١٦ صادر من كتابة عدل جازان ، فعلى من يجده يسلمه إلى مصدره ، كما يعلن عن فقدان رخصة بلدية لمحل بقالة صادرة من بلدية أبو عريش ، اللهم بلغت اللهم فاشهد. [951, 899, 1168, 979]
coordinate-row: N ٢٨٧٣٤٥.٣٤٥ E ١٨٥٤٧١.٧٤٤ [487, 240, 700, 252]
coordinate-row: N ٢٨٧٤٧٥.٣١٠ E ١٨٥٥٠٦.٦٣٤٢ [22, 270, 234, 282]
footer [12, 1996, 1408, 2096]
coordinate-row: N ٢٨٧٤٥٣.٥٥٣ E ١٨٥٥٠٤.٥٤٥ [22, 240, 234, 252]
ad-paragraph: والمساحة الإجمالية لكامل القطعة ٢٥٦٤.٨٥م٢ بمحيط إجمالي قدره ٢١٤.٦٥م ، ويقع العقار ضمن النطاق العمراني المعتمد ، فمن له معارضة على ذلك فليتقدم بمعارضته إلى المحكمة العامة خلال شهرين من تاريخ نشر هذا الإعلان. [252, 1061, 469, 1141]
corner-row: الركن الجنوبي الشرقي ١٩٣٦٦٣٥.٧٢٤ ق [252, 331, 469, 343]
